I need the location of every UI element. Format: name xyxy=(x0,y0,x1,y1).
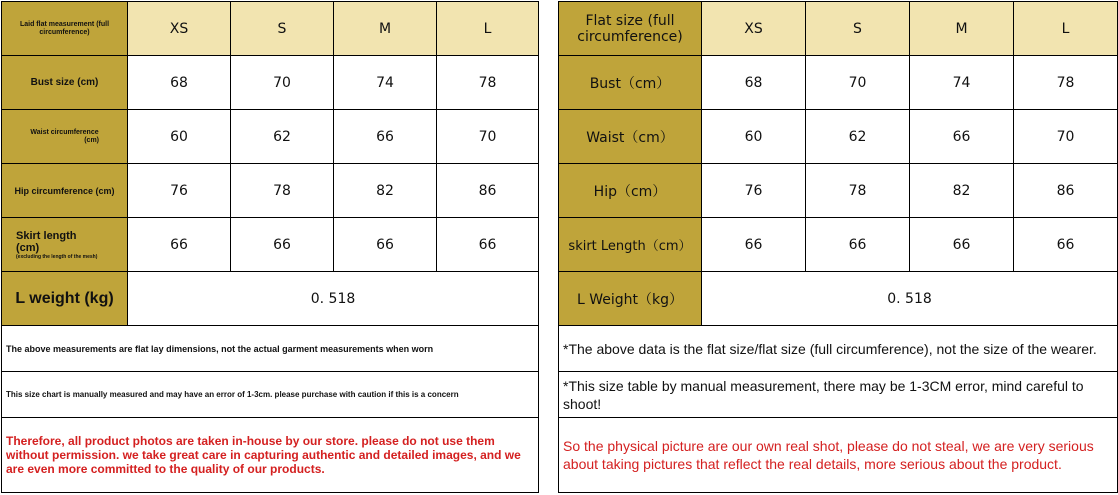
skirt-l: 66 xyxy=(437,218,539,272)
right-size-xs-header: XS xyxy=(702,2,806,56)
right-bust-label: Bust（cm） xyxy=(559,56,702,110)
right-skirt-m: 66 xyxy=(910,218,1014,272)
skirt-label xyxy=(2,218,128,272)
right-skirt-l: 66 xyxy=(1014,218,1118,272)
skirt-xs: 66 xyxy=(128,218,231,272)
right-bust-xs: 68 xyxy=(702,56,806,110)
right-skirt-xs: 66 xyxy=(702,218,806,272)
right-hip-xs: 76 xyxy=(702,164,806,218)
waist-s: 62 xyxy=(231,110,334,164)
hip-l: 86 xyxy=(437,164,539,218)
right-hip-l: 86 xyxy=(1014,164,1118,218)
waist-m: 66 xyxy=(334,110,437,164)
size-xs-header: XS xyxy=(128,2,231,56)
bust-m: 74 xyxy=(334,56,437,110)
right-skirt-s: 66 xyxy=(806,218,910,272)
right-header-label: Flat size (full circumference) xyxy=(559,2,702,56)
right-hip-s: 78 xyxy=(806,164,910,218)
right-bust-s: 70 xyxy=(806,56,910,110)
waist-xs: 60 xyxy=(128,110,231,164)
skirt-m: 66 xyxy=(334,218,437,272)
bust-s: 70 xyxy=(231,56,334,110)
hip-xs: 76 xyxy=(128,164,231,218)
hip-s: 78 xyxy=(231,164,334,218)
bust-l: 78 xyxy=(437,56,539,110)
size-l-header: L xyxy=(437,2,539,56)
hip-m: 82 xyxy=(334,164,437,218)
bust-label: Bust size (cm) xyxy=(2,56,128,110)
right-hip-m: 82 xyxy=(910,164,1014,218)
right-waist-label: Waist（cm） xyxy=(559,110,702,164)
note-error: This size chart is manually measured and may have an error of 1-3cm. please purchase with caution if this is a concern xyxy=(2,372,539,418)
right-note-error: *This size table by manual measurement, there may be 1-3CM error, mind careful to shoot! xyxy=(559,372,1118,418)
right-note-photos: So the physical picture are our own real shot, please do not steal, we are very serious about taking pictures that reflect the real details, more serious about the product. xyxy=(559,418,1118,493)
right-skirt-label: skirt Length（cm） xyxy=(559,218,702,272)
weight-label: L weight (kg) xyxy=(2,272,128,326)
waist-label xyxy=(2,110,128,164)
waist-label-line1: Waist circumference xyxy=(30,128,99,136)
right-bust-l: 78 xyxy=(1014,56,1118,110)
right-bust-m: 74 xyxy=(910,56,1014,110)
size-s-header: S xyxy=(231,2,334,56)
right-size-m-header: M xyxy=(910,2,1014,56)
right-waist-s: 62 xyxy=(806,110,910,164)
right-hip-label: Hip（cm） xyxy=(559,164,702,218)
note-photos: Therefore, all product photos are taken in-house by our store. please do not use them without permission. we take great care in capturing authentic and detailed images, and we are even more committed to the quality of our products. xyxy=(2,418,539,493)
right-note-flat-size: *The above data is the flat size/flat size (full circumference), not the size of the wearer. xyxy=(559,326,1118,372)
bust-xs: 68 xyxy=(128,56,231,110)
weight-value: 0. 518 xyxy=(128,272,539,326)
skirt-label-line2: (cm) xyxy=(16,241,40,254)
waist-l: 70 xyxy=(437,110,539,164)
right-waist-l: 70 xyxy=(1014,110,1118,164)
note-flat-lay: The above measurements are flat lay dimensions, not the actual garment measurements when worn xyxy=(2,326,539,372)
right-waist-m: 66 xyxy=(910,110,1014,164)
skirt-label-line3: (excluding the length of the mesh) xyxy=(16,253,98,260)
right-size-chart xyxy=(558,1,1117,493)
right-waist-xs: 60 xyxy=(702,110,806,164)
right-weight-label: L Weight（kg） xyxy=(559,272,702,326)
skirt-label-line1: Skirt length xyxy=(16,229,77,242)
right-size-l-header: L xyxy=(1014,2,1118,56)
size-m-header: M xyxy=(334,2,437,56)
header-label: Laid flat measurement (full circumference) xyxy=(2,2,128,56)
right-weight-value: 0. 518 xyxy=(702,272,1118,326)
left-size-chart xyxy=(1,1,538,493)
hip-label: Hip circumference (cm) xyxy=(2,164,128,218)
right-size-s-header: S xyxy=(806,2,910,56)
skirt-s: 66 xyxy=(231,218,334,272)
waist-label-line2: (cm) xyxy=(84,136,99,144)
